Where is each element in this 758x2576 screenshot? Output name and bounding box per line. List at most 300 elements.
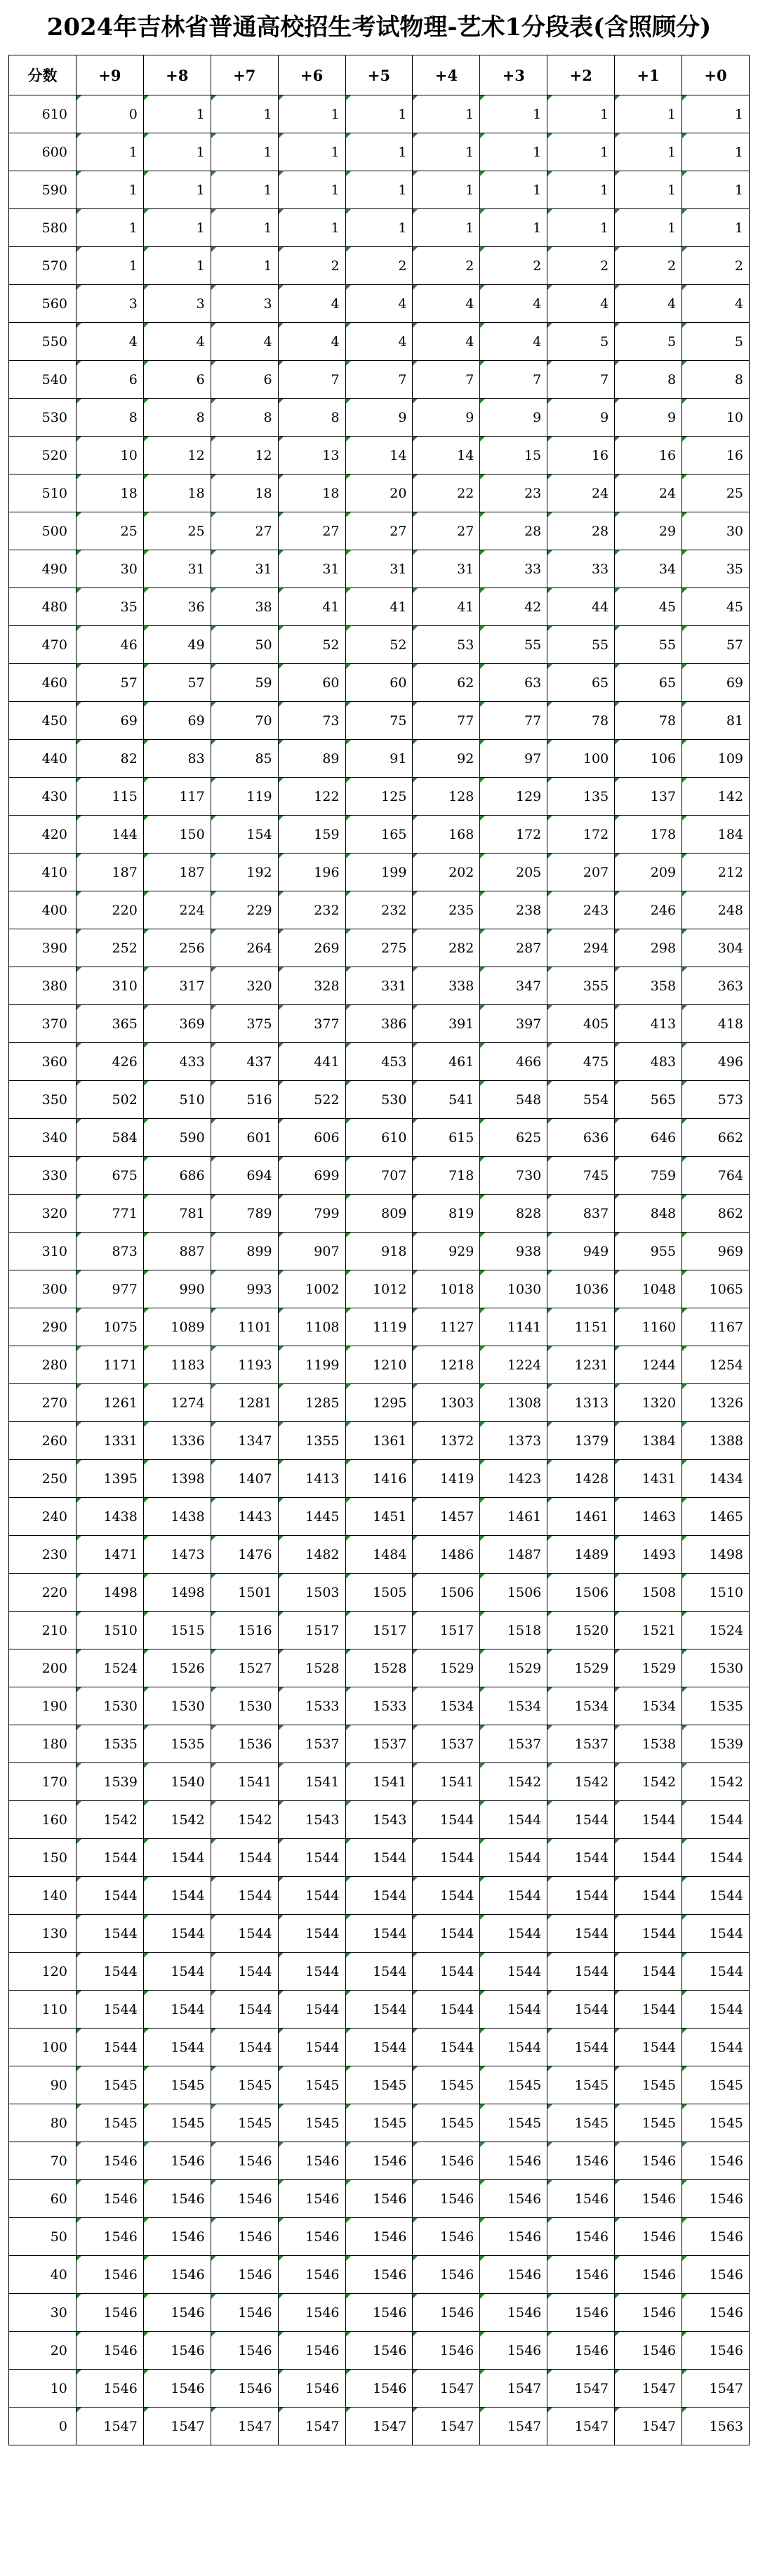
count-cell: 1423 [480, 1460, 547, 1498]
count-cell: 144 [76, 816, 143, 854]
count-cell: 1193 [211, 1346, 278, 1384]
count-cell: 1545 [345, 2104, 413, 2142]
count-cell: 1 [278, 171, 345, 209]
count-cell: 57 [143, 664, 211, 702]
count-cell: 1 [211, 133, 278, 171]
count-cell: 1544 [682, 1877, 750, 1915]
count-cell: 625 [480, 1119, 547, 1157]
count-cell: 1535 [76, 1725, 143, 1763]
count-cell: 2 [615, 247, 682, 285]
table-row [9, 2370, 750, 2408]
count-cell: 1167 [682, 1308, 750, 1346]
score-cell: 90 [9, 2066, 77, 2104]
count-cell: 8 [76, 399, 143, 437]
count-cell: 1281 [211, 1384, 278, 1422]
count-cell: 31 [211, 550, 278, 588]
count-cell: 1 [480, 209, 547, 247]
count-cell: 1544 [547, 1801, 615, 1839]
table-row [9, 474, 750, 512]
count-cell: 1544 [413, 1839, 480, 1877]
count-cell: 1544 [413, 1877, 480, 1915]
count-cell: 1546 [143, 2294, 211, 2332]
count-cell: 862 [682, 1195, 750, 1233]
count-cell: 1547 [278, 2408, 345, 2445]
count-cell: 1 [682, 95, 750, 133]
count-cell: 887 [143, 1233, 211, 1270]
count-cell: 1546 [143, 2142, 211, 2180]
score-cell: 580 [9, 209, 77, 247]
count-cell: 1544 [345, 1877, 413, 1915]
count-cell: 59 [211, 664, 278, 702]
count-cell: 27 [211, 512, 278, 550]
count-cell: 1544 [413, 1991, 480, 2029]
count-cell: 1160 [615, 1308, 682, 1346]
count-cell: 1529 [547, 1649, 615, 1687]
count-cell: 4 [278, 323, 345, 361]
score-cell: 380 [9, 967, 77, 1005]
table-row [9, 209, 750, 247]
count-cell: 1544 [480, 2029, 547, 2066]
count-cell: 1534 [480, 1687, 547, 1725]
count-cell: 7 [547, 361, 615, 399]
count-cell: 1541 [413, 1763, 480, 1801]
count-cell: 955 [615, 1233, 682, 1270]
count-cell: 1544 [76, 1877, 143, 1915]
count-cell: 1002 [278, 1270, 345, 1308]
count-cell: 46 [76, 626, 143, 664]
count-cell: 1546 [413, 2256, 480, 2294]
score-cell: 150 [9, 1839, 77, 1877]
table-row [9, 1612, 750, 1649]
count-cell: 1529 [413, 1649, 480, 1687]
count-cell: 1524 [76, 1649, 143, 1687]
count-cell: 977 [76, 1270, 143, 1308]
table-row [9, 1763, 750, 1801]
count-cell: 1108 [278, 1308, 345, 1346]
count-cell: 1501 [211, 1574, 278, 1612]
count-cell: 1545 [345, 2066, 413, 2104]
count-cell: 205 [480, 854, 547, 891]
count-cell: 4 [76, 323, 143, 361]
count-cell: 1546 [76, 2256, 143, 2294]
count-cell: 38 [211, 588, 278, 626]
count-cell: 50 [211, 626, 278, 664]
count-cell: 1541 [345, 1763, 413, 1801]
count-cell: 1347 [211, 1422, 278, 1460]
count-cell: 1546 [345, 2256, 413, 2294]
count-cell: 475 [547, 1043, 615, 1081]
count-cell: 1 [480, 171, 547, 209]
table-row [9, 2256, 750, 2294]
table-row [9, 626, 750, 664]
count-cell: 1457 [413, 1498, 480, 1536]
count-cell: 238 [480, 891, 547, 929]
count-cell: 33 [480, 550, 547, 588]
count-cell: 502 [76, 1081, 143, 1119]
count-cell: 1537 [547, 1725, 615, 1763]
count-cell: 918 [345, 1233, 413, 1270]
count-cell: 707 [345, 1157, 413, 1195]
table-row [9, 171, 750, 209]
count-cell: 386 [345, 1005, 413, 1043]
column-header-bonus: +0 [682, 55, 750, 95]
count-cell: 1285 [278, 1384, 345, 1422]
count-cell: 1544 [345, 1839, 413, 1877]
count-cell: 1530 [143, 1687, 211, 1725]
count-cell: 63 [480, 664, 547, 702]
count-cell: 662 [682, 1119, 750, 1157]
count-cell: 1543 [345, 1801, 413, 1839]
count-cell: 1510 [76, 1612, 143, 1649]
count-cell: 1545 [143, 2104, 211, 2142]
count-cell: 70 [211, 702, 278, 740]
table-row [9, 1649, 750, 1687]
score-cell: 60 [9, 2180, 77, 2218]
count-cell: 1546 [345, 2332, 413, 2370]
table-row [9, 133, 750, 171]
count-cell: 1544 [682, 1991, 750, 2029]
count-cell: 243 [547, 891, 615, 929]
count-cell: 375 [211, 1005, 278, 1043]
score-cell: 240 [9, 1498, 77, 1536]
count-cell: 77 [413, 702, 480, 740]
count-cell: 1506 [413, 1574, 480, 1612]
count-cell: 4 [480, 285, 547, 323]
score-cell: 110 [9, 1991, 77, 2029]
count-cell: 1544 [211, 1991, 278, 2029]
count-cell: 4 [345, 323, 413, 361]
score-cell: 100 [9, 2029, 77, 2066]
count-cell: 1018 [413, 1270, 480, 1308]
count-cell: 1544 [615, 2029, 682, 2066]
count-cell: 615 [413, 1119, 480, 1157]
count-cell: 437 [211, 1043, 278, 1081]
score-cell: 400 [9, 891, 77, 929]
count-cell: 1413 [278, 1460, 345, 1498]
count-cell: 1 [345, 209, 413, 247]
count-cell: 97 [480, 740, 547, 778]
count-cell: 1546 [682, 2218, 750, 2256]
count-cell: 331 [345, 967, 413, 1005]
count-cell: 1183 [143, 1346, 211, 1384]
count-cell: 1 [547, 171, 615, 209]
count-cell: 52 [345, 626, 413, 664]
column-header-bonus: +9 [76, 55, 143, 95]
count-cell: 1544 [143, 2029, 211, 2066]
count-cell: 809 [345, 1195, 413, 1233]
count-cell: 1536 [211, 1725, 278, 1763]
count-cell: 1546 [615, 2218, 682, 2256]
count-cell: 1 [345, 95, 413, 133]
count-cell: 1535 [143, 1725, 211, 1763]
count-cell: 1151 [547, 1308, 615, 1346]
count-cell: 1540 [143, 1763, 211, 1801]
count-cell: 294 [547, 929, 615, 967]
count-cell: 1544 [211, 2029, 278, 2066]
score-cell: 230 [9, 1536, 77, 1574]
count-cell: 1036 [547, 1270, 615, 1308]
count-cell: 1546 [143, 2218, 211, 2256]
count-cell: 1506 [480, 1574, 547, 1612]
count-cell: 1546 [413, 2294, 480, 2332]
count-cell: 304 [682, 929, 750, 967]
count-cell: 8 [278, 399, 345, 437]
count-cell: 1546 [345, 2142, 413, 2180]
table-row [9, 1574, 750, 1612]
count-cell: 1543 [278, 1801, 345, 1839]
count-cell: 1547 [211, 2408, 278, 2445]
count-cell: 1517 [345, 1612, 413, 1649]
count-cell: 929 [413, 1233, 480, 1270]
count-cell: 1547 [143, 2408, 211, 2445]
count-cell: 1544 [682, 1801, 750, 1839]
count-cell: 128 [413, 778, 480, 816]
score-cell: 390 [9, 929, 77, 967]
count-cell: 30 [76, 550, 143, 588]
count-cell: 92 [413, 740, 480, 778]
count-cell: 907 [278, 1233, 345, 1270]
count-cell: 1546 [547, 2180, 615, 2218]
count-cell: 699 [278, 1157, 345, 1195]
count-cell: 1 [615, 95, 682, 133]
count-cell: 69 [143, 702, 211, 740]
count-cell: 196 [278, 854, 345, 891]
count-cell: 10 [682, 399, 750, 437]
count-cell: 1398 [143, 1460, 211, 1498]
count-cell: 1546 [682, 2256, 750, 2294]
count-cell: 235 [413, 891, 480, 929]
column-header-score: 分数 [9, 55, 77, 95]
count-cell: 1544 [211, 1915, 278, 1953]
count-cell: 1546 [76, 2332, 143, 2370]
count-cell: 1547 [413, 2370, 480, 2408]
count-cell: 1546 [211, 2370, 278, 2408]
count-cell: 1482 [278, 1536, 345, 1574]
count-cell: 78 [615, 702, 682, 740]
table-row [9, 1081, 750, 1119]
count-cell: 1546 [345, 2180, 413, 2218]
count-cell: 1546 [480, 2180, 547, 2218]
count-cell: 1171 [76, 1346, 143, 1384]
column-header-bonus: +4 [413, 55, 480, 95]
table-row [9, 1422, 750, 1460]
count-cell: 565 [615, 1081, 682, 1119]
count-cell: 25 [682, 474, 750, 512]
count-cell: 1544 [143, 1839, 211, 1877]
count-cell: 44 [547, 588, 615, 626]
count-cell: 57 [682, 626, 750, 664]
count-cell: 1 [143, 209, 211, 247]
count-cell: 18 [143, 474, 211, 512]
count-cell: 320 [211, 967, 278, 1005]
count-cell: 36 [143, 588, 211, 626]
table-row [9, 1877, 750, 1915]
count-cell: 606 [278, 1119, 345, 1157]
count-cell: 246 [615, 891, 682, 929]
count-cell: 7 [480, 361, 547, 399]
count-cell: 4 [682, 285, 750, 323]
count-cell: 42 [480, 588, 547, 626]
count-cell: 1545 [682, 2104, 750, 2142]
count-cell: 1 [413, 133, 480, 171]
count-cell: 1546 [143, 2332, 211, 2370]
score-cell: 600 [9, 133, 77, 171]
score-cell: 460 [9, 664, 77, 702]
count-cell: 1461 [547, 1498, 615, 1536]
count-cell: 209 [615, 854, 682, 891]
count-cell: 1 [76, 209, 143, 247]
count-cell: 1544 [547, 1991, 615, 2029]
table-row [9, 1270, 750, 1308]
count-cell: 4 [211, 323, 278, 361]
score-cell: 590 [9, 171, 77, 209]
count-cell: 6 [143, 361, 211, 399]
count-cell: 1336 [143, 1422, 211, 1460]
score-cell: 350 [9, 1081, 77, 1119]
count-cell: 55 [547, 626, 615, 664]
count-cell: 85 [211, 740, 278, 778]
count-cell: 8 [211, 399, 278, 437]
score-cell: 160 [9, 1801, 77, 1839]
count-cell: 15 [480, 437, 547, 474]
count-cell: 119 [211, 778, 278, 816]
count-cell: 1438 [143, 1498, 211, 1536]
score-cell: 170 [9, 1763, 77, 1801]
count-cell: 1 [547, 95, 615, 133]
count-cell: 1546 [615, 2142, 682, 2180]
count-cell: 1534 [547, 1687, 615, 1725]
count-cell: 31 [278, 550, 345, 588]
table-row [9, 1536, 750, 1574]
count-cell: 142 [682, 778, 750, 816]
score-cell: 130 [9, 1915, 77, 1953]
count-cell: 548 [480, 1081, 547, 1119]
count-cell: 34 [615, 550, 682, 588]
count-cell: 969 [682, 1233, 750, 1270]
count-cell: 1486 [413, 1536, 480, 1574]
count-cell: 1 [143, 171, 211, 209]
score-cell: 550 [9, 323, 77, 361]
count-cell: 23 [480, 474, 547, 512]
count-cell: 1537 [413, 1725, 480, 1763]
count-cell: 199 [345, 854, 413, 891]
score-cell: 190 [9, 1687, 77, 1725]
count-cell: 77 [480, 702, 547, 740]
count-cell: 1546 [211, 2142, 278, 2180]
count-cell: 1538 [615, 1725, 682, 1763]
count-cell: 1505 [345, 1574, 413, 1612]
count-cell: 1461 [480, 1498, 547, 1536]
count-cell: 60 [278, 664, 345, 702]
count-cell: 1546 [615, 2256, 682, 2294]
count-cell: 109 [682, 740, 750, 778]
count-cell: 1544 [211, 1953, 278, 1991]
count-cell: 25 [143, 512, 211, 550]
count-cell: 91 [345, 740, 413, 778]
count-cell: 1542 [76, 1801, 143, 1839]
table-row [9, 1195, 750, 1233]
count-cell: 264 [211, 929, 278, 967]
count-cell: 1546 [211, 2180, 278, 2218]
table-row [9, 2332, 750, 2370]
count-cell: 771 [76, 1195, 143, 1233]
table-row [9, 1725, 750, 1763]
count-cell: 1544 [413, 1915, 480, 1953]
table-row [9, 1953, 750, 1991]
table-row [9, 816, 750, 854]
count-cell: 60 [345, 664, 413, 702]
count-cell: 24 [615, 474, 682, 512]
count-cell: 365 [76, 1005, 143, 1043]
count-cell: 137 [615, 778, 682, 816]
score-cell: 250 [9, 1460, 77, 1498]
count-cell: 78 [547, 702, 615, 740]
count-cell: 3 [76, 285, 143, 323]
count-cell: 1544 [143, 1877, 211, 1915]
count-cell: 1544 [547, 1839, 615, 1877]
count-cell: 1545 [143, 2066, 211, 2104]
table-row [9, 2294, 750, 2332]
count-cell: 1 [211, 171, 278, 209]
count-cell: 4 [413, 323, 480, 361]
count-cell: 1545 [547, 2066, 615, 2104]
table-row [9, 891, 750, 929]
count-cell: 1547 [547, 2408, 615, 2445]
count-cell: 1546 [547, 2256, 615, 2294]
count-cell: 1546 [76, 2180, 143, 2218]
count-cell: 55 [480, 626, 547, 664]
score-cell: 0 [9, 2408, 77, 2445]
count-cell: 20 [345, 474, 413, 512]
score-cell: 70 [9, 2142, 77, 2180]
count-cell: 18 [278, 474, 345, 512]
table-row [9, 778, 750, 816]
count-cell: 1546 [345, 2370, 413, 2408]
count-cell: 224 [143, 891, 211, 929]
count-cell: 1546 [211, 2256, 278, 2294]
count-cell: 1520 [547, 1612, 615, 1649]
count-cell: 530 [345, 1081, 413, 1119]
count-cell: 1544 [480, 1991, 547, 2029]
count-cell: 1535 [682, 1687, 750, 1725]
count-cell: 1544 [345, 2029, 413, 2066]
count-cell: 1542 [682, 1763, 750, 1801]
count-cell: 694 [211, 1157, 278, 1195]
score-cell: 420 [9, 816, 77, 854]
count-cell: 1544 [278, 1991, 345, 2029]
count-cell: 1141 [480, 1308, 547, 1346]
count-cell: 1 [76, 171, 143, 209]
table-row [9, 1233, 750, 1270]
count-cell: 1 [682, 171, 750, 209]
count-cell: 5 [682, 323, 750, 361]
count-cell: 1498 [682, 1536, 750, 1574]
count-cell: 1544 [480, 1839, 547, 1877]
count-cell: 35 [682, 550, 750, 588]
count-cell: 1 [413, 95, 480, 133]
count-cell: 1546 [345, 2294, 413, 2332]
count-cell: 1542 [480, 1763, 547, 1801]
score-cell: 210 [9, 1612, 77, 1649]
table-row [9, 1839, 750, 1877]
count-cell: 12 [211, 437, 278, 474]
score-cell: 520 [9, 437, 77, 474]
count-cell: 1012 [345, 1270, 413, 1308]
score-cell: 140 [9, 1877, 77, 1915]
score-cell: 410 [9, 854, 77, 891]
count-cell: 1534 [615, 1687, 682, 1725]
count-cell: 1503 [278, 1574, 345, 1612]
